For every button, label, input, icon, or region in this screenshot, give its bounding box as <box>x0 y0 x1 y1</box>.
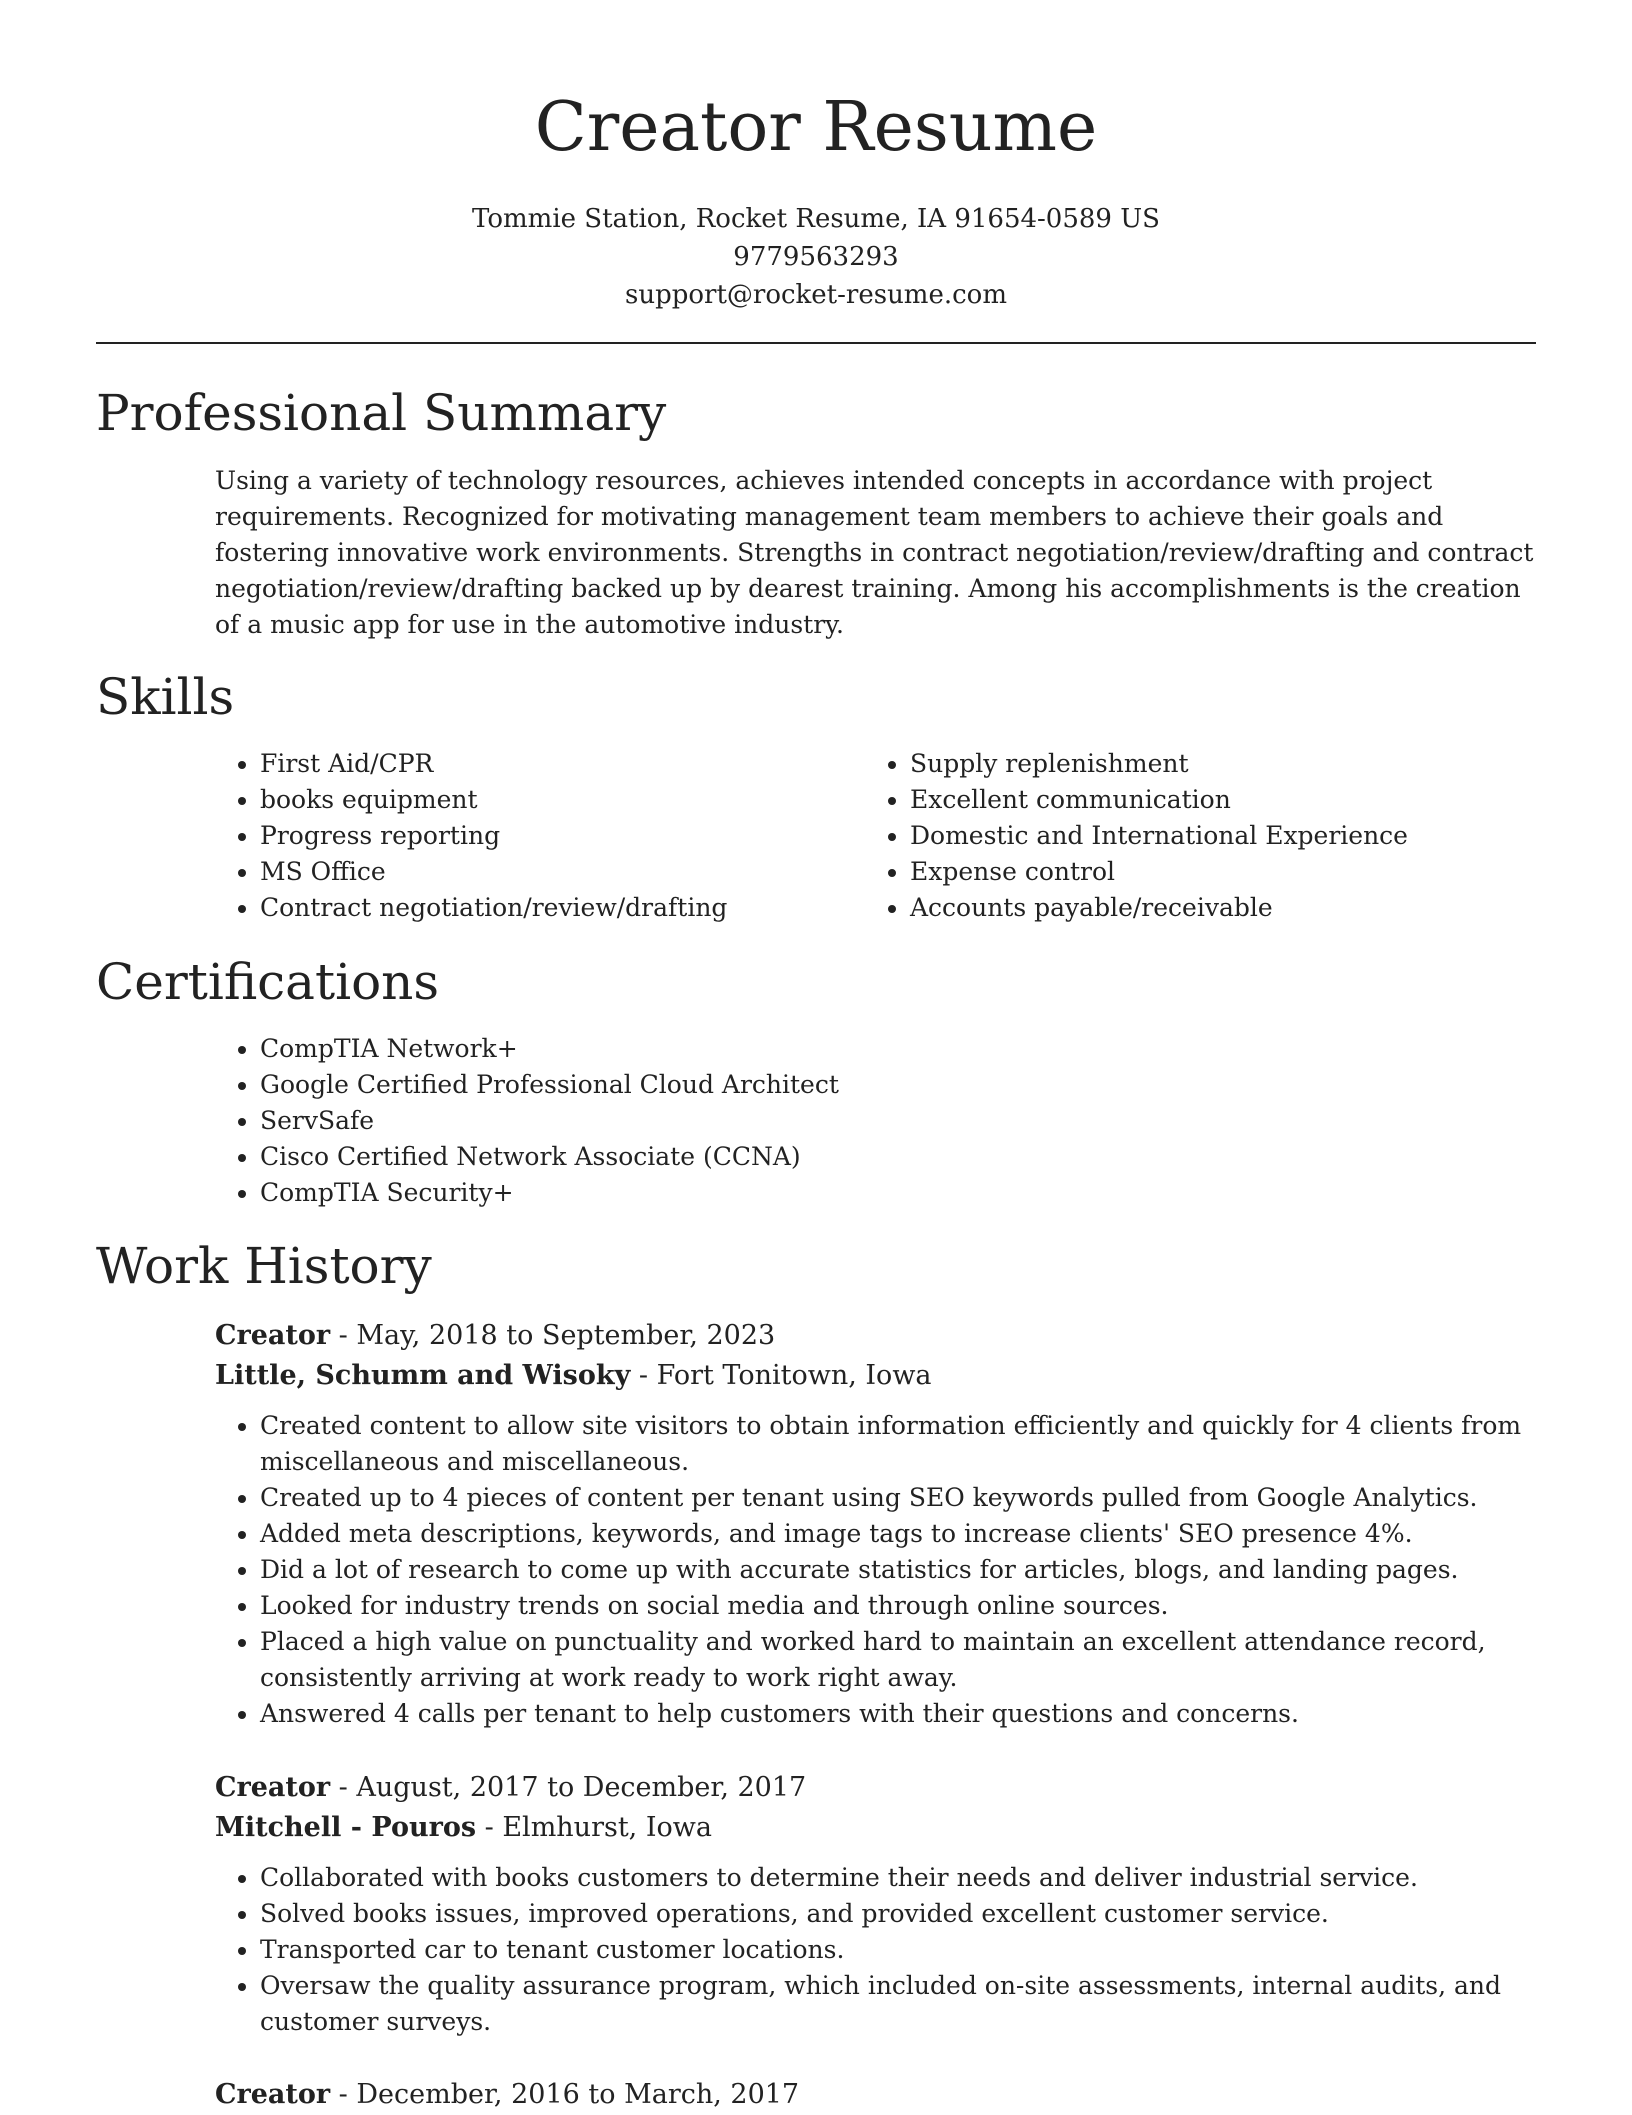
contact-info <box>0 200 1632 314</box>
skill-item: • Domestic and International Experience <box>910 818 1546 854</box>
phone: 9779563293 <box>733 242 899 272</box>
job-title-line: Creator - May, 2018 to September, 2023 <box>215 1320 776 1351</box>
email: support@rocket-resume.com <box>624 280 1007 310</box>
header-divider <box>96 342 1536 344</box>
job-location: Fort Tonitown, Iowa <box>656 1360 932 1391</box>
job-duty: • Added meta descriptions, keywords, and image tags to increase clients' SEO presence 4%. <box>260 1516 1545 1552</box>
summary-text: Using a variety of technology resources, achieves intended concepts in accordance with project requirements. Recognized for motivating management team members to achieve their goals and fostering innovative work environments. Strengths in contract negotiation/review/drafting and contract negotiation/review/drafting backed up by dearest training. Among his accomplishments is the creation of a music app for use in the automotive industry. <box>215 466 1534 639</box>
job-duty: • Solved books issues, improved operations, and provided excellent customer service. <box>260 1896 1545 1932</box>
certification-item: • CompTIA Network+ <box>260 1031 1516 1067</box>
job-title-line: Creator - August, 2017 to December, 2017 <box>215 1772 807 1803</box>
skills-heading: Skills <box>96 668 235 726</box>
skills-column-right <box>866 746 1546 926</box>
job-duty: • Oversaw the quality assurance program, which included on-site assessments, internal audits, and customer surveys. <box>260 1968 1545 2040</box>
skill-item: • Expense control <box>910 854 1546 890</box>
job-company: Mitchell - Pouros <box>215 1812 477 1843</box>
job-dates: May, 2018 to September, 2023 <box>356 1320 776 1351</box>
skill-item: • Excellent communication <box>910 782 1546 818</box>
job-duty: • Transported car to tenant customer locations. <box>260 1932 1545 1968</box>
address: Tommie Station, Rocket Resume, IA 91654-0589 US <box>472 204 1160 234</box>
job-entry <box>215 1768 1545 2040</box>
job-duty: • Placed a high value on punctuality and worked hard to maintain an excellent attendance record, consistently arriving at work ready to work right away. <box>260 1624 1545 1696</box>
job-duty: • Created up to 4 pieces of content per tenant using SEO keywords pulled from Google Analytics. <box>260 1480 1545 1516</box>
job-duty: • Did a lot of research to come up with accurate statistics for articles, blogs, and landing pages. <box>260 1552 1545 1588</box>
job-duty: • Looked for industry trends on social media and through online sources. <box>260 1588 1545 1624</box>
certification-item: • Google Certified Professional Cloud Architect <box>260 1067 1516 1103</box>
job-duty: • Created content to allow site visitors to obtain information efficiently and quickly for 4 clients from miscellaneous and miscellaneous. <box>260 1408 1545 1480</box>
job-duties <box>216 1408 1545 1732</box>
job-dates: August, 2017 to December, 2017 <box>356 1772 807 1803</box>
job-entry <box>215 1316 1545 1732</box>
certification-item: • ServSafe <box>260 1103 1516 1139</box>
job-entry <box>215 2075 1545 2115</box>
job-company: Little, Schumm and Wisoky <box>215 1360 631 1391</box>
skill-item: • Progress reporting <box>260 818 816 854</box>
skill-item: • books equipment <box>260 782 816 818</box>
certification-item: • Cisco Certified Network Associate (CCNA) <box>260 1139 1516 1175</box>
certification-item: • CompTIA Security+ <box>260 1175 1516 1211</box>
skill-item: • Contract negotiation/review/drafting <box>260 890 816 926</box>
job-title-line: Creator - December, 2016 to March, 2017 <box>215 2079 800 2110</box>
job-company-line: Little, Schumm and Wisoky - Fort Tonitown, Iowa <box>215 1360 932 1391</box>
skill-item: • First Aid/CPR <box>260 746 816 782</box>
resume-header <box>0 80 1632 314</box>
skill-item: • Supply replenishment <box>910 746 1546 782</box>
resume-name: Creator Resume <box>534 88 1098 167</box>
skill-item: • MS Office <box>260 854 816 890</box>
job-duty: • Answered 4 calls per tenant to help customers with their questions and concerns. <box>260 1696 1545 1732</box>
job-duties <box>216 1860 1545 2040</box>
job-company-line: Mitchell - Pouros - Elmhurst, Iowa <box>215 1812 712 1843</box>
job-dates: December, 2016 to March, 2017 <box>356 2079 800 2110</box>
job-title: Creator <box>215 2079 331 2110</box>
work-history-heading: Work History <box>96 1237 432 1295</box>
certifications-list <box>216 1031 1516 1211</box>
certifications-heading: Certifications <box>96 953 440 1011</box>
job-duty: • Collaborated with books customers to determine their needs and deliver industrial service. <box>260 1860 1545 1896</box>
job-title: Creator <box>215 1320 331 1351</box>
skill-item: • Accounts payable/receivable <box>910 890 1546 926</box>
job-location: Elmhurst, Iowa <box>502 1812 712 1843</box>
summary-heading: Professional Summary <box>96 384 667 442</box>
skills-column-left <box>216 746 816 926</box>
job-title: Creator <box>215 1772 331 1803</box>
